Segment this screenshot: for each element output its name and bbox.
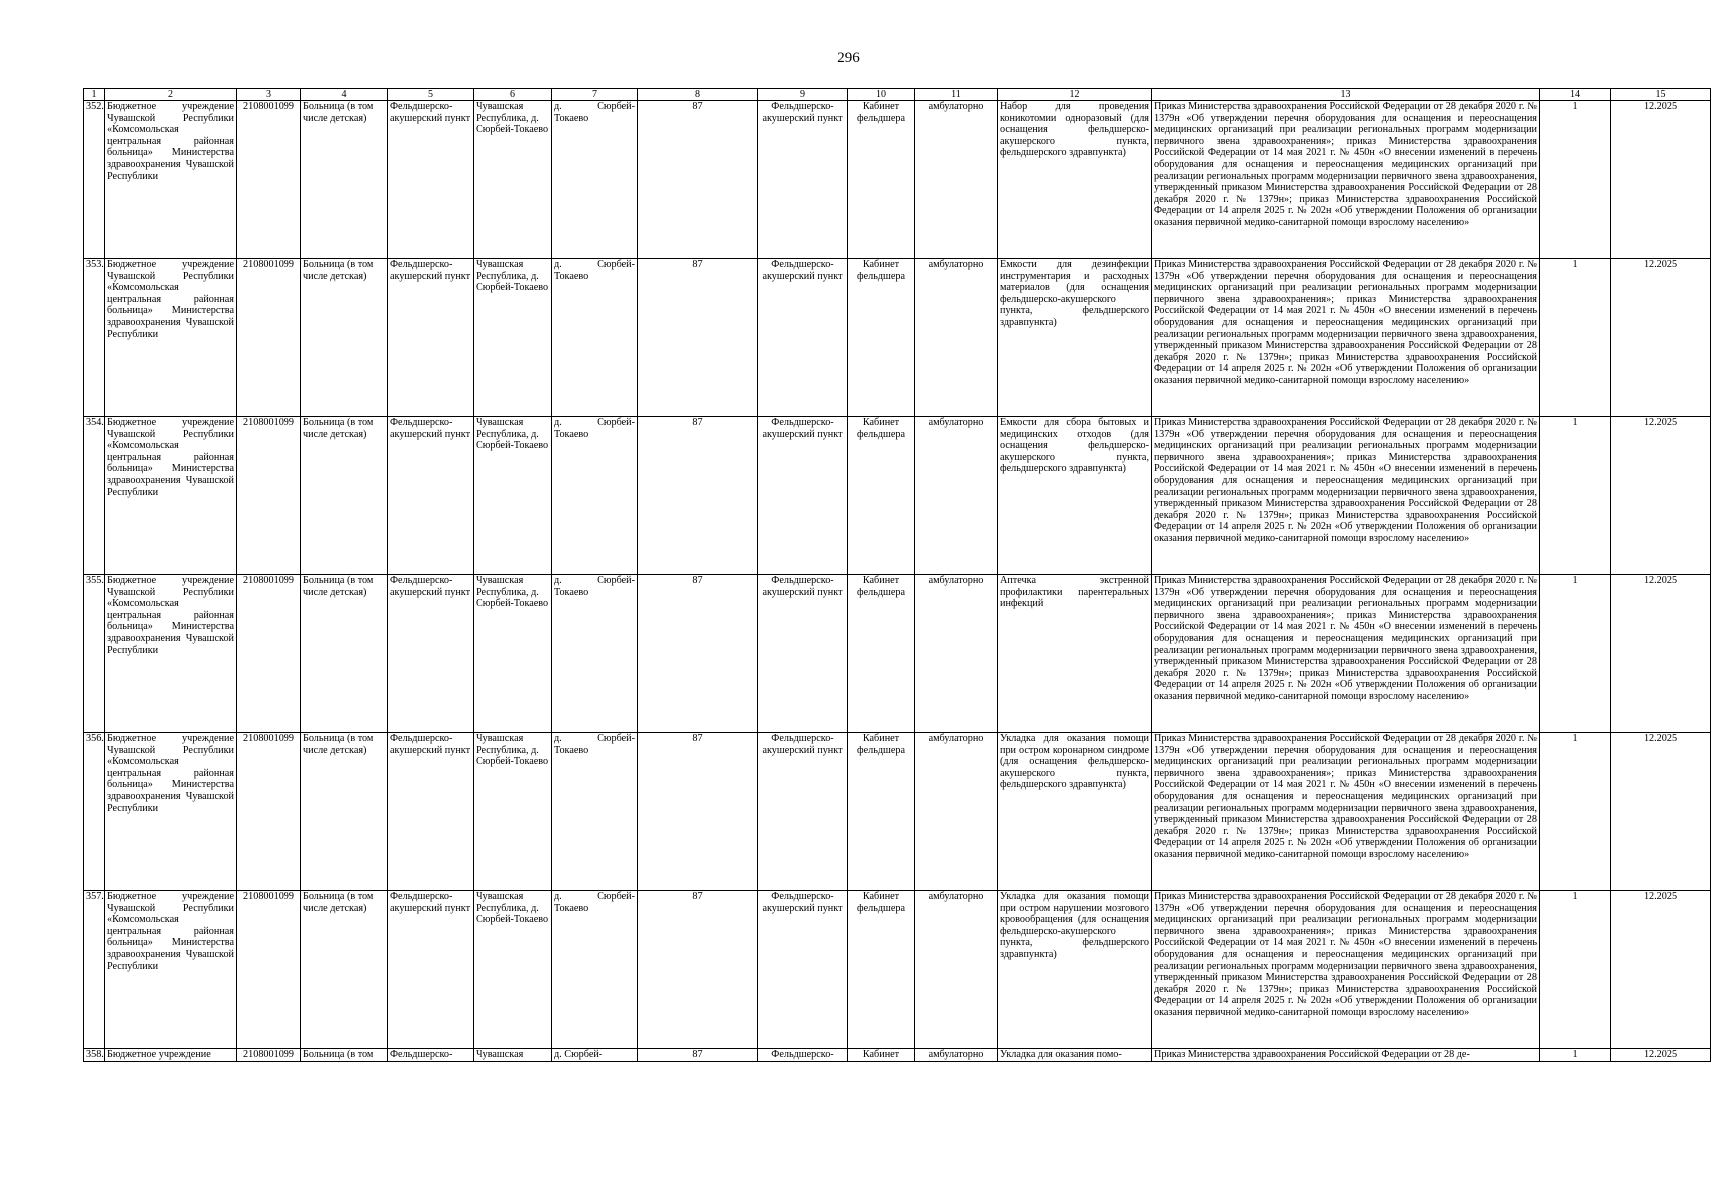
column-number-9: 9 xyxy=(758,89,848,101)
column-number-5: 5 xyxy=(388,89,474,101)
structural-unit-cell: Фельдшерско-акушерский пункт xyxy=(388,259,474,417)
care-condition-cell: амбулаторно xyxy=(915,259,998,417)
quantity-cell: 1 xyxy=(1540,575,1611,733)
column-number-12: 12 xyxy=(998,89,1152,101)
subdivision-cell: Фельдшерско-акушерский пункт xyxy=(758,259,848,417)
settlement-cell: д. Сюрбей-Токаево xyxy=(552,101,638,259)
subdivision-cell: Фельдшерско-акушерский пункт xyxy=(758,101,848,259)
population-cell: 87 xyxy=(638,259,758,417)
care-condition-cell: амбулаторно xyxy=(915,1049,998,1062)
legal-basis-cell: Приказ Министерства здравоохранения Российской Федерации от 28 декабря 2020 г. № 1379н «Об утверждении перечня оборудования для оснащения и переоснащения медицинских организаций при реализации региональных программ модернизации первичного звена здравоохранения»; приказ Министерства здравоохранения Российской Федерации от 14 мая 2021 г. № 450н «О внесении изменений в перечень оборудования для оснащения и переоснащения медицинских организаций при реализации региональных программ модернизации первичного звена здравоохранения, утвержденный приказом Министерства здравоохранения Российской Федерации от 28 декабря 2020 г. № 1379н»; приказ Министерства здравоохранения Российской Федерации от 14 апреля 2025 г. № 202н «Об утверждении Положения об организации оказания первичной медико-санитарной помощи взрослому населению» xyxy=(1152,417,1540,575)
column-number-14: 14 xyxy=(1540,89,1611,101)
column-number-4: 4 xyxy=(301,89,388,101)
unit-address-cell: Чувашская Республика, д. Сюрбей-Токаево xyxy=(474,733,552,891)
legal-basis-cell: Приказ Министерства здравоохранения Российской Федерации от 28 декабря 2020 г. № 1379н «Об утверждении перечня оборудования для оснащения и переоснащения медицинских организаций при реализации региональных программ модернизации первичного звена здравоохранения»; приказ Министерства здравоохранения Российской Федерации от 14 мая 2021 г. № 450н «О внесении изменений в перечень оборудования для оснащения и переоснащения медицинских организаций при реализации региональных программ модернизации первичного звена здравоохранения, утвержденный приказом Министерства здравоохранения Российской Федерации от 28 декабря 2020 г. № 1379н»; приказ Министерства здравоохранения Российской Федерации от 14 апреля 2025 г. № 202н «Об утверждении Положения об организации оказания первичной медико-санитарной помощи взрослому населению» xyxy=(1152,891,1540,1049)
table-body xyxy=(84,101,1711,1062)
care-condition-cell: амбулаторно xyxy=(915,101,998,259)
structural-unit-cell: Фельдшерско-акушерский пункт xyxy=(388,891,474,1049)
organization-type-cell: Больница (в том числе детская) xyxy=(301,575,388,733)
equipment-name-cell: Емкости для сбора бытовых и медицинских отходов (для оснащения фельдшерско-акушерского пункта, фельдшерского здравпункта) xyxy=(998,417,1152,575)
settlement-cell: д. Сюрбей- xyxy=(552,1049,638,1062)
delivery-date-cell: 12.2025 xyxy=(1611,733,1711,891)
structural-unit-cell: Фельдшерско-акушерский пункт xyxy=(388,733,474,891)
equipment-name-cell: Укладка для оказания помощи при остром коронарном синдроме (для оснащения фельдшерско-акушерского пункта, фельдшерского здравпункта) xyxy=(998,733,1152,891)
settlement-cell: д. Сюрбей-Токаево xyxy=(552,891,638,1049)
organization-type-cell: Больница (в том числе детская) xyxy=(301,101,388,259)
delivery-date-cell: 12.2025 xyxy=(1611,259,1711,417)
column-number-3: 3 xyxy=(237,89,301,101)
row-number-cell: 355. xyxy=(84,575,105,733)
organization-name-cell: Бюджетное учреждение Чувашской Республики «Комсомольская центральная районная больница» Министерства здравоохранения Чувашской Республики xyxy=(105,259,237,417)
room-name-cell: Кабинет фельдшера xyxy=(848,417,915,575)
column-number-11: 11 xyxy=(915,89,998,101)
column-number-2: 2 xyxy=(105,89,237,101)
population-cell: 87 xyxy=(638,733,758,891)
delivery-date-cell: 12.2025 xyxy=(1611,891,1711,1049)
delivery-date-cell: 12.2025 xyxy=(1611,417,1711,575)
care-condition-cell: амбулаторно xyxy=(915,733,998,891)
population-cell: 87 xyxy=(638,417,758,575)
organization-name-cell: Бюджетное учреждение Чувашской Республики «Комсомольская центральная районная больница» Министерства здравоохранения Чувашской Республики xyxy=(105,575,237,733)
organization-name-cell: Бюджетное учреждение xyxy=(105,1049,237,1062)
quantity-cell: 1 xyxy=(1540,891,1611,1049)
row-number-cell: 353. xyxy=(84,259,105,417)
organization-code-cell: 2108001099 xyxy=(237,417,301,575)
quantity-cell: 1 xyxy=(1540,417,1611,575)
column-number-8: 8 xyxy=(638,89,758,101)
legal-basis-cell: Приказ Министерства здравоохранения Российской Федерации от 28 декабря 2020 г. № 1379н «Об утверждении перечня оборудования для оснащения и переоснащения медицинских организаций при реализации региональных программ модернизации первичного звена здравоохранения»; приказ Министерства здравоохранения Российской Федерации от 14 мая 2021 г. № 450н «О внесении изменений в перечень оборудования для оснащения и переоснащения медицинских организаций при реализации региональных программ модернизации первичного звена здравоохранения, утвержденный приказом Министерства здравоохранения Российской Федерации от 28 декабря 2020 г. № 1379н»; приказ Министерства здравоохранения Российской Федерации от 14 апреля 2025 г. № 202н «Об утверждении Положения об организации оказания первичной медико-санитарной помощи взрослому населению» xyxy=(1152,733,1540,891)
room-name-cell: Кабинет xyxy=(848,1049,915,1062)
structural-unit-cell: Фельдшерско-акушерский пункт xyxy=(388,417,474,575)
legal-basis-cell: Приказ Министерства здравоохранения Российской Федерации от 28 де- xyxy=(1152,1049,1540,1062)
room-name-cell: Кабинет фельдшера xyxy=(848,733,915,891)
subdivision-cell: Фельдшерско-акушерский пункт xyxy=(758,733,848,891)
legal-basis-cell: Приказ Министерства здравоохранения Российской Федерации от 28 декабря 2020 г. № 1379н «Об утверждении перечня оборудования для оснащения и переоснащения медицинских организаций при реализации региональных программ модернизации первичного звена здравоохранения»; приказ Министерства здравоохранения Российской Федерации от 14 мая 2021 г. № 450н «О внесении изменений в перечень оборудования для оснащения и переоснащения медицинских организаций при реализации региональных программ модернизации первичного звена здравоохранения, утвержденный приказом Министерства здравоохранения Российской Федерации от 28 декабря 2020 г. № 1379н»; приказ Министерства здравоохранения Российской Федерации от 14 апреля 2025 г. № 202н «Об утверждении Положения об организации оказания первичной медико-санитарной помощи взрослому населению» xyxy=(1152,101,1540,259)
quantity-cell: 1 xyxy=(1540,101,1611,259)
row-number-cell: 356. xyxy=(84,733,105,891)
equipment-name-cell: Укладка для оказания помощи при остром нарушении мозгового кровообращения (для оснащения фельдшерско-акушерского пункта, фельдшерского здравпункта) xyxy=(998,891,1152,1049)
organization-type-cell: Больница (в том числе детская) xyxy=(301,733,388,891)
table-row xyxy=(84,891,1711,1049)
column-number-10: 10 xyxy=(848,89,915,101)
care-condition-cell: амбулаторно xyxy=(915,891,998,1049)
unit-address-cell: Чувашская xyxy=(474,1049,552,1062)
organization-code-cell: 2108001099 xyxy=(237,733,301,891)
column-number-15: 15 xyxy=(1611,89,1711,101)
equipment-table xyxy=(83,88,1711,1062)
row-number-cell: 352. xyxy=(84,101,105,259)
organization-name-cell: Бюджетное учреждение Чувашской Республики «Комсомольская центральная районная больница» Министерства здравоохранения Чувашской Республики xyxy=(105,417,237,575)
unit-address-cell: Чувашская Республика, д. Сюрбей-Токаево xyxy=(474,101,552,259)
table-row xyxy=(84,259,1711,417)
quantity-cell: 1 xyxy=(1540,733,1611,891)
settlement-cell: д. Сюрбей-Токаево xyxy=(552,259,638,417)
unit-address-cell: Чувашская Республика, д. Сюрбей-Токаево xyxy=(474,417,552,575)
organization-type-cell: Больница (в том числе детская) xyxy=(301,891,388,1049)
table-row xyxy=(84,733,1711,891)
settlement-cell: д. Сюрбей-Токаево xyxy=(552,575,638,733)
quantity-cell: 1 xyxy=(1540,1049,1611,1062)
equipment-name-cell: Укладка для оказания помо- xyxy=(998,1049,1152,1062)
subdivision-cell: Фельдшерско-акушерский пункт xyxy=(758,417,848,575)
column-number-6: 6 xyxy=(474,89,552,101)
organization-type-cell: Больница (в том xyxy=(301,1049,388,1062)
organization-type-cell: Больница (в том числе детская) xyxy=(301,417,388,575)
legal-basis-cell: Приказ Министерства здравоохранения Российской Федерации от 28 декабря 2020 г. № 1379н «Об утверждении перечня оборудования для оснащения и переоснащения медицинских организаций при реализации региональных программ модернизации первичного звена здравоохранения»; приказ Министерства здравоохранения Российской Федерации от 14 мая 2021 г. № 450н «О внесении изменений в перечень оборудования для оснащения и переоснащения медицинских организаций при реализации региональных программ модернизации первичного звена здравоохранения, утвержденный приказом Министерства здравоохранения Российской Федерации от 28 декабря 2020 г. № 1379н»; приказ Министерства здравоохранения Российской Федерации от 14 апреля 2025 г. № 202н «Об утверждении Положения об организации оказания первичной медико-санитарной помощи взрослому населению» xyxy=(1152,259,1540,417)
organization-type-cell: Больница (в том числе детская) xyxy=(301,259,388,417)
equipment-name-cell: Аптечка экстренной профилактики парентеральных инфекций xyxy=(998,575,1152,733)
column-number-7: 7 xyxy=(552,89,638,101)
organization-name-cell: Бюджетное учреждение Чувашской Республики «Комсомольская центральная районная больница» Министерства здравоохранения Чувашской Республики xyxy=(105,101,237,259)
structural-unit-cell: Фельдшерско- xyxy=(388,1049,474,1062)
page-number: 296 xyxy=(837,50,860,66)
column-number-1: 1 xyxy=(84,89,105,101)
subdivision-cell: Фельдшерско-акушерский пункт xyxy=(758,891,848,1049)
row-number-cell: 358. xyxy=(84,1049,105,1062)
organization-code-cell: 2108001099 xyxy=(237,1049,301,1062)
table-row xyxy=(84,101,1711,259)
table-row xyxy=(84,417,1711,575)
delivery-date-cell: 12.2025 xyxy=(1611,1049,1711,1062)
quantity-cell: 1 xyxy=(1540,259,1611,417)
subdivision-cell: Фельдшерско- xyxy=(758,1049,848,1062)
unit-address-cell: Чувашская Республика, д. Сюрбей-Токаево xyxy=(474,259,552,417)
row-number-cell: 357. xyxy=(84,891,105,1049)
equipment-name-cell: Набор для проведения коникотомии одноразовый (для оснащения фельдшерско-акушерского пункта, фельдшерского здравпункта) xyxy=(998,101,1152,259)
equipment-name-cell: Емкости для дезинфекции инструментария и расходных материалов (для оснащения фельдшерско-акушерского пункта, фельдшерского здравпункта) xyxy=(998,259,1152,417)
row-number-cell: 354. xyxy=(84,417,105,575)
population-cell: 87 xyxy=(638,1049,758,1062)
settlement-cell: д. Сюрбей-Токаево xyxy=(552,733,638,891)
table-row xyxy=(84,1049,1711,1062)
room-name-cell: Кабинет фельдшера xyxy=(848,891,915,1049)
delivery-date-cell: 12.2025 xyxy=(1611,101,1711,259)
organization-code-cell: 2108001099 xyxy=(237,259,301,417)
unit-address-cell: Чувашская Республика, д. Сюрбей-Токаево xyxy=(474,575,552,733)
population-cell: 87 xyxy=(638,101,758,259)
room-name-cell: Кабинет фельдшера xyxy=(848,575,915,733)
room-name-cell: Кабинет фельдшера xyxy=(848,101,915,259)
column-number-header-row xyxy=(84,89,1711,101)
subdivision-cell: Фельдшерско-акушерский пункт xyxy=(758,575,848,733)
organization-code-cell: 2108001099 xyxy=(237,575,301,733)
structural-unit-cell: Фельдшерско-акушерский пункт xyxy=(388,101,474,259)
care-condition-cell: амбулаторно xyxy=(915,417,998,575)
organization-name-cell: Бюджетное учреждение Чувашской Республики «Комсомольская центральная районная больница» Министерства здравоохранения Чувашской Республики xyxy=(105,733,237,891)
settlement-cell: д. Сюрбей-Токаево xyxy=(552,417,638,575)
population-cell: 87 xyxy=(638,575,758,733)
room-name-cell: Кабинет фельдшера xyxy=(848,259,915,417)
organization-code-cell: 2108001099 xyxy=(237,101,301,259)
delivery-date-cell: 12.2025 xyxy=(1611,575,1711,733)
table-row xyxy=(84,575,1711,733)
equipment-table-container xyxy=(83,88,1678,1138)
organization-code-cell: 2108001099 xyxy=(237,891,301,1049)
unit-address-cell: Чувашская Республика, д. Сюрбей-Токаево xyxy=(474,891,552,1049)
population-cell: 87 xyxy=(638,891,758,1049)
care-condition-cell: амбулаторно xyxy=(915,575,998,733)
legal-basis-cell: Приказ Министерства здравоохранения Российской Федерации от 28 декабря 2020 г. № 1379н «Об утверждении перечня оборудования для оснащения и переоснащения медицинских организаций при реализации региональных программ модернизации первичного звена здравоохранения»; приказ Министерства здравоохранения Российской Федерации от 14 мая 2021 г. № 450н «О внесении изменений в перечень оборудования для оснащения и переоснащения медицинских организаций при реализации региональных программ модернизации первичного звена здравоохранения, утвержденный приказом Министерства здравоохранения Российской Федерации от 28 декабря 2020 г. № 1379н»; приказ Министерства здравоохранения Российской Федерации от 14 апреля 2025 г. № 202н «Об утверждении Положения об организации оказания первичной медико-санитарной помощи взрослому населению» xyxy=(1152,575,1540,733)
structural-unit-cell: Фельдшерско-акушерский пункт xyxy=(388,575,474,733)
column-number-13: 13 xyxy=(1152,89,1540,101)
organization-name-cell: Бюджетное учреждение Чувашской Республики «Комсомольская центральная районная больница» Министерства здравоохранения Чувашской Республики xyxy=(105,891,237,1049)
